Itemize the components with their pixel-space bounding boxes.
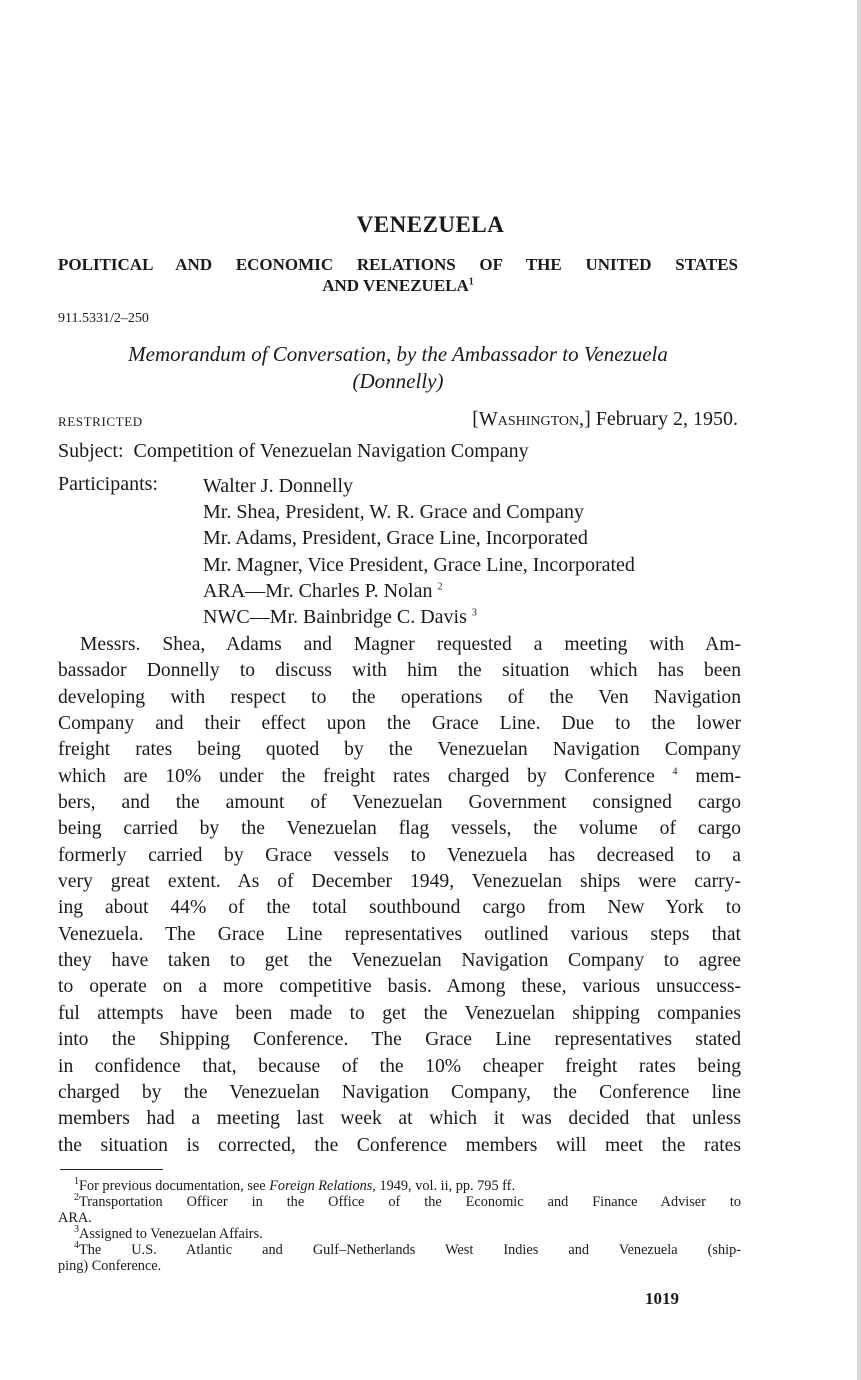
- participant-item: [203, 578, 635, 604]
- body-line: charged by the Venezuelan Navigation Company, the Conference line: [58, 1081, 741, 1103]
- footnote-mark: 3: [74, 1224, 79, 1236]
- body-line-tail: mem-: [695, 765, 742, 787]
- body-line: into the Shipping Conference. The Grace Line representatives stated: [58, 1029, 741, 1051]
- body-line: the situation is corrected, the Conference members will meet the rates: [58, 1134, 741, 1156]
- subtitle-line-2-text: AND VENEZUELA: [322, 276, 469, 295]
- body-line: bassador Donnelly to discuss with him the situation which has been: [58, 660, 741, 682]
- participant-name: Mr. Adams, President, Grace Line, Incorporated: [203, 527, 588, 550]
- footnote-2-cont: ARA.: [58, 1210, 92, 1226]
- footnote-mark: 4: [74, 1240, 79, 1252]
- body-line: in confidence that, because of the 10% cheaper freight rates being: [58, 1055, 741, 1077]
- participant-name: Walter J. Donnelly: [203, 475, 354, 497]
- participant-item: [203, 525, 635, 551]
- footnote-text: Assigned to Venezuelan Affairs.: [79, 1226, 263, 1242]
- participant-item: [203, 552, 635, 578]
- footnote-text: For previous documentation, see: [79, 1178, 270, 1194]
- subject-line: [58, 440, 529, 463]
- subject-label: Subject:: [58, 440, 124, 462]
- body-line: formerly carried by Grace vessels to Venezuela has decreased to a: [58, 844, 741, 866]
- classification-label: RESTRICTED: [58, 414, 143, 429]
- footnote-text: The U.S. Atlantic and Gulf–Netherlands West Indies and Venezuela (ship-: [79, 1242, 741, 1258]
- footnote-ref-2: 2: [437, 581, 443, 593]
- page-title: VENEZUELA: [356, 212, 505, 237]
- section-subtitle: [58, 254, 738, 296]
- footnote-italic: Foreign Relations,: [269, 1178, 376, 1194]
- participant-item: [203, 499, 635, 525]
- body-line-text: which are 10% under the freight rates charged by Conference: [58, 765, 655, 787]
- participant-name: NWC—Mr. Bainbridge C. Davis: [203, 606, 467, 629]
- page-edge-shadow: [857, 0, 861, 1380]
- participant-item: [203, 473, 635, 499]
- footnote-mark: 1: [74, 1176, 79, 1188]
- body-line: freight rates being quoted by the Venezuelan Navigation Company: [58, 739, 741, 761]
- body-line: ful attempts have been made to get the Venezuelan shipping companies: [58, 1002, 741, 1024]
- body-line: very great extent. As of December 1949, Venezuelan ships were carry-: [58, 871, 741, 893]
- memo-title-line-2: (Donnelly): [352, 369, 444, 393]
- body-line: bers, and the amount of Venezuelan Government consigned cargo: [58, 792, 741, 814]
- footnotes: [58, 1178, 741, 1274]
- footnote-ref-4: 4: [672, 766, 678, 778]
- footnote-text: 1949, vol. ii, pp. 795 ff.: [375, 1178, 516, 1194]
- body-line: they have taken to get the Venezuelan Navigation Company to agree: [58, 950, 741, 972]
- body-line: being carried by the Venezuelan flag vessels, the volume of cargo: [58, 818, 741, 840]
- body-line: members had a meeting last week at which it was decided that unless: [58, 1108, 741, 1130]
- body-line: ing about 44% of the total southbound cargo from New York to: [58, 897, 741, 919]
- dateline: [472, 408, 738, 431]
- body-line: Messrs. Shea, Adams and Magner requested a meeting with Am-: [80, 634, 741, 655]
- participants-label: Participants:: [58, 473, 158, 495]
- body-line: Venezuela. The Grace Line representatives outlined various steps that: [58, 923, 741, 945]
- footnote-4-cont: ping) Conference.: [58, 1258, 162, 1274]
- body-line-with-note: [58, 764, 741, 790]
- dateline-date: February 2, 1950.: [595, 408, 738, 430]
- page-number: 1019: [645, 1289, 679, 1308]
- participants-list: [203, 473, 635, 630]
- participant-name: Mr. Magner, Vice President, Grace Line, Incorporated: [203, 553, 635, 576]
- footnote-text: Transportation Officer in the Office of the Economic and Finance Adviser to: [79, 1194, 741, 1210]
- subject-text: Competition of Venezuelan Navigation Company: [133, 440, 529, 462]
- file-number: 911.5331/2–250: [58, 311, 149, 326]
- footnote-1: [58, 1178, 741, 1194]
- footnote-3: [58, 1226, 741, 1242]
- footnote-4: [58, 1242, 741, 1258]
- footnote-ref-1: 1: [468, 276, 474, 288]
- footnote-ref-3: 3: [471, 607, 477, 619]
- participant-name: Mr. Shea, President, W. R. Grace and Company: [203, 501, 585, 524]
- subtitle-line-2: [58, 275, 738, 296]
- participant-item: [203, 604, 635, 630]
- body-line: developing with respect to the operations of the Ven Navigation: [58, 686, 741, 708]
- footnote-mark: 2: [74, 1192, 79, 1204]
- memo-title-line-1: Memorandum of Conversation, by the Ambassador to Venezuela: [128, 342, 668, 366]
- footnote-2: [58, 1194, 741, 1210]
- body-line: to operate on a more competitive basis. Among these, various unsuccess-: [58, 976, 741, 998]
- participant-name: ARA—Mr. Charles P. Nolan: [203, 579, 433, 602]
- body-line: Company and their effect upon the Grace Line. Due to the lower: [58, 713, 741, 735]
- footnote-divider: [60, 1169, 163, 1170]
- subtitle-line-1: POLITICAL AND ECONOMIC RELATIONS OF THE UNITED STATES: [58, 255, 738, 274]
- body-paragraph: [58, 632, 741, 1159]
- memo-title: [58, 341, 738, 395]
- dateline-place: [Washington,]: [472, 408, 591, 430]
